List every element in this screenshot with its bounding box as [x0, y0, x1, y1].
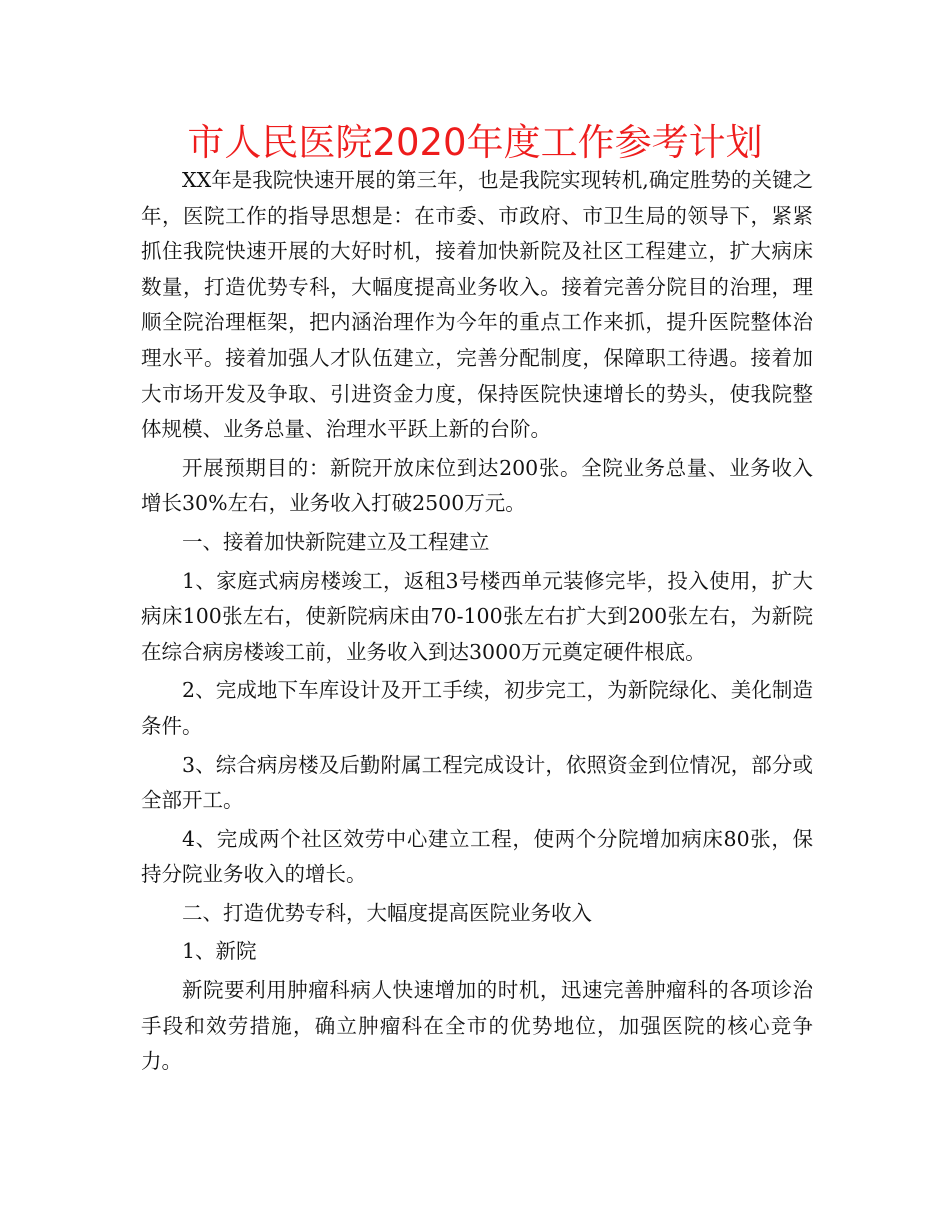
- section-heading-1: 一、接着加快新院建立及工程建立: [182, 529, 490, 554]
- paragraph-item-1-3: 3、综合病房楼及后勤附属工程完成设计，依照资金到位情况，部分或全部开工。: [141, 752, 813, 813]
- document-body: [141, 163, 813, 1083]
- section-heading-2: 二、打造优势专科，大幅度提高医院业务收入: [182, 900, 592, 925]
- paragraph-intro: XX年是我院快速开展的第三年，也是我院实现转机,确定胜势的关键之年，医院工作的指导思想是：在市委、市政府、市卫生局的领导下，紧紧抓住我院快速开展的大好时机，接着加快新院及社区工程建立，扩大病床数量，打造优势专科，大幅度提高业务收入。接着完善分院目的治理，理顺全院治理框架，把内涵治理作为今年的重点工作来抓，提升医院整体治理水平。接着加强人才队伍建立，完善分配制度，保障职工待遇。接着加大市场开发及争取、引进资金力度，保持医院快速增长的势头，使我院整体规模、业务总量、治理水平跃上新的台阶。: [141, 168, 813, 442]
- paragraph-item-2-1: 新院要利用肿瘤科病人快速增加的时机，迅速完善肿瘤科的各项诊治手段和效劳措施，确立肿瘤科在全市的优势地位，加强医院的核心竞争力。: [141, 978, 813, 1074]
- paragraph-item-1-2: 2、完成地下车库设计及开工手续，初步完工，为新院绿化、美化制造条件。: [141, 678, 813, 738]
- paragraph-item-1-1: 1、家庭式病房楼竣工，返租3号楼西单元装修完毕，投入使用，扩大病床100张左右，使新院病床由70-100张左右扩大到200张左右，为新院在综合病房楼竣工前，业务收入到达3000万元奠定硬件根底。: [141, 568, 813, 664]
- paragraph-goals: 开展预期目的：新院开放床位到达200张。全院业务总量、业务收入增长30%左右，业务收入打破2500万元。: [141, 455, 813, 516]
- paragraph-item-1-4: 4、完成两个社区效劳中心建立工程，使两个分院增加病床80张，保持分院业务收入的增长。: [141, 826, 813, 887]
- document-title: 市人民医院2020年度工作参考计划: [187, 121, 763, 164]
- subsection-heading-2-1: 1、新院: [182, 939, 257, 964]
